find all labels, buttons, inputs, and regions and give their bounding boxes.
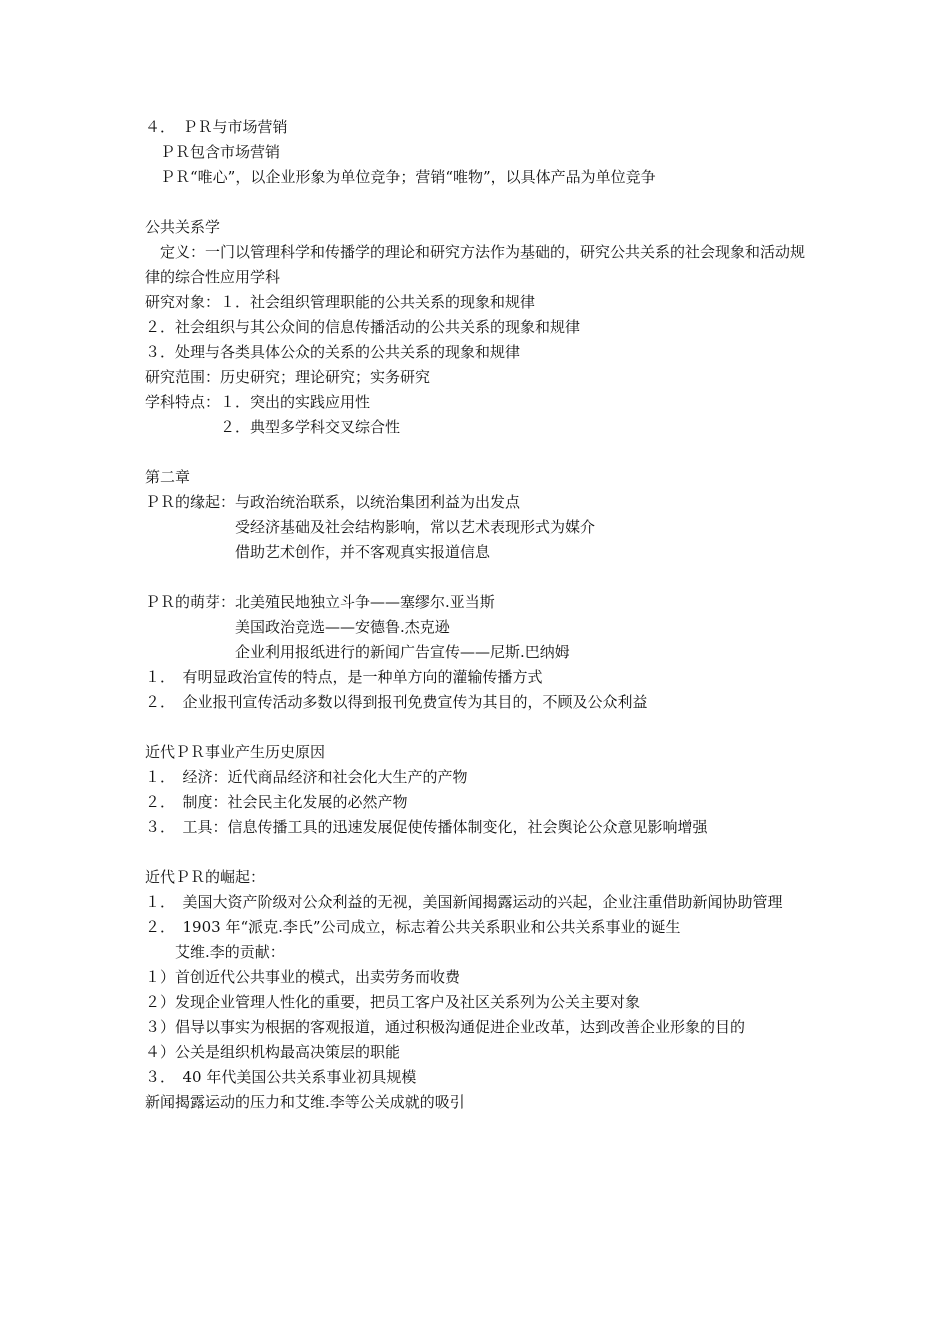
text-line: ３．处理与各类具体公众的关系的公共关系的现象和规律 (145, 343, 521, 361)
text-line: ＰＲ“唯心”，以企业形象为单位竞争；营销“唯物”，以具体产品为单位竞争 (145, 168, 656, 186)
text-line: ２． 企业报刊宣传活动多数以得到报刊免费宣传为其目的，不顾及公众利益 (145, 693, 648, 711)
text-line: ２）发现企业管理人性化的重要，把员工客户及社区关系列为公关主要对象 (145, 993, 641, 1011)
text-line: ＰＲ包含市场营销 (145, 143, 281, 161)
section-heading: 近代ＰＲ的崛起： (145, 868, 266, 886)
text-line: 定义：一门以管理科学和传播学的理论和研究方法作为基础的，研究公共关系的社会现象和活动规律的综合性应用学科 (145, 243, 806, 286)
text-line: 研究对象：１．社会组织管理职能的公共关系的现象和规律 (145, 293, 536, 311)
text-line: １． 美国大资产阶级对公众利益的无视，美国新闻揭露运动的兴起，企业注重借助新闻协助管理 (145, 893, 783, 911)
text-line: 受经济基础及社会结构影响，常以艺术表现形式为媒介 (145, 518, 596, 536)
text-line: 企业利用报纸进行的新闻广告宣传——尼斯.巴纳姆 (145, 643, 570, 661)
text-line: 新闻揭露运动的压力和艾维.李等公关成就的吸引 (145, 1093, 465, 1111)
chapter-heading: 第二章 (145, 468, 191, 486)
text-line: ３． 40 年代美国公共关系事业初具规模 (145, 1068, 417, 1086)
section-heading: 公共关系学 (145, 218, 221, 236)
document-body (145, 115, 815, 1115)
text-line: ２．典型多学科交叉综合性 (145, 418, 401, 436)
text-line: １． 有明显政治宣传的特点，是一种单方向的灌输传播方式 (145, 668, 543, 686)
text-line: ３． 工具：信息传播工具的迅速发展促使传播体制变化，社会舆论公众意见影响增强 (145, 818, 708, 836)
text-line: １）首创近代公共事业的模式，出卖劳务而收费 (145, 968, 461, 986)
text-line: ４． ＰＲ与市场营销 (145, 118, 288, 136)
blank-line (145, 190, 815, 215)
text-line: 艾维.李的贡献： (145, 943, 285, 961)
text-line: ２．社会组织与其公众间的信息传播活动的公共关系的现象和规律 (145, 318, 581, 336)
section-heading: 近代ＰＲ事业产生历史原因 (145, 743, 326, 761)
text-line: 研究范围：历史研究；理论研究；实务研究 (145, 368, 431, 386)
text-line: ２． 制度：社会民主化发展的必然产物 (145, 793, 408, 811)
blank-line (145, 440, 815, 465)
text-line: 借助艺术创作，并不客观真实报道信息 (145, 543, 491, 561)
text-line: １． 经济：近代商品经济和社会化大生产的产物 (145, 768, 468, 786)
text-line: 学科特点：１．突出的实践应用性 (145, 393, 371, 411)
blank-line (145, 715, 815, 740)
text-line: ＰＲ的缘起：与政治统治联系，以统治集团利益为出发点 (145, 493, 521, 511)
blank-line (145, 840, 815, 865)
text-line: ４）公关是组织机构最高决策层的职能 (145, 1043, 401, 1061)
text-line: ＰＲ的萌芽：北美殖民地独立斗争——塞缪尔.亚当斯 (145, 593, 495, 611)
text-line: 美国政治竞选——安德鲁.杰克逊 (145, 618, 450, 636)
blank-line (145, 565, 815, 590)
text-line: ３）倡导以事实为根据的客观报道，通过积极沟通促进企业改革，达到改善企业形象的目的 (145, 1018, 746, 1036)
text-line: ２． 1903 年“派克.李氏”公司成立，标志着公共关系职业和公共关系事业的诞生 (145, 918, 681, 936)
